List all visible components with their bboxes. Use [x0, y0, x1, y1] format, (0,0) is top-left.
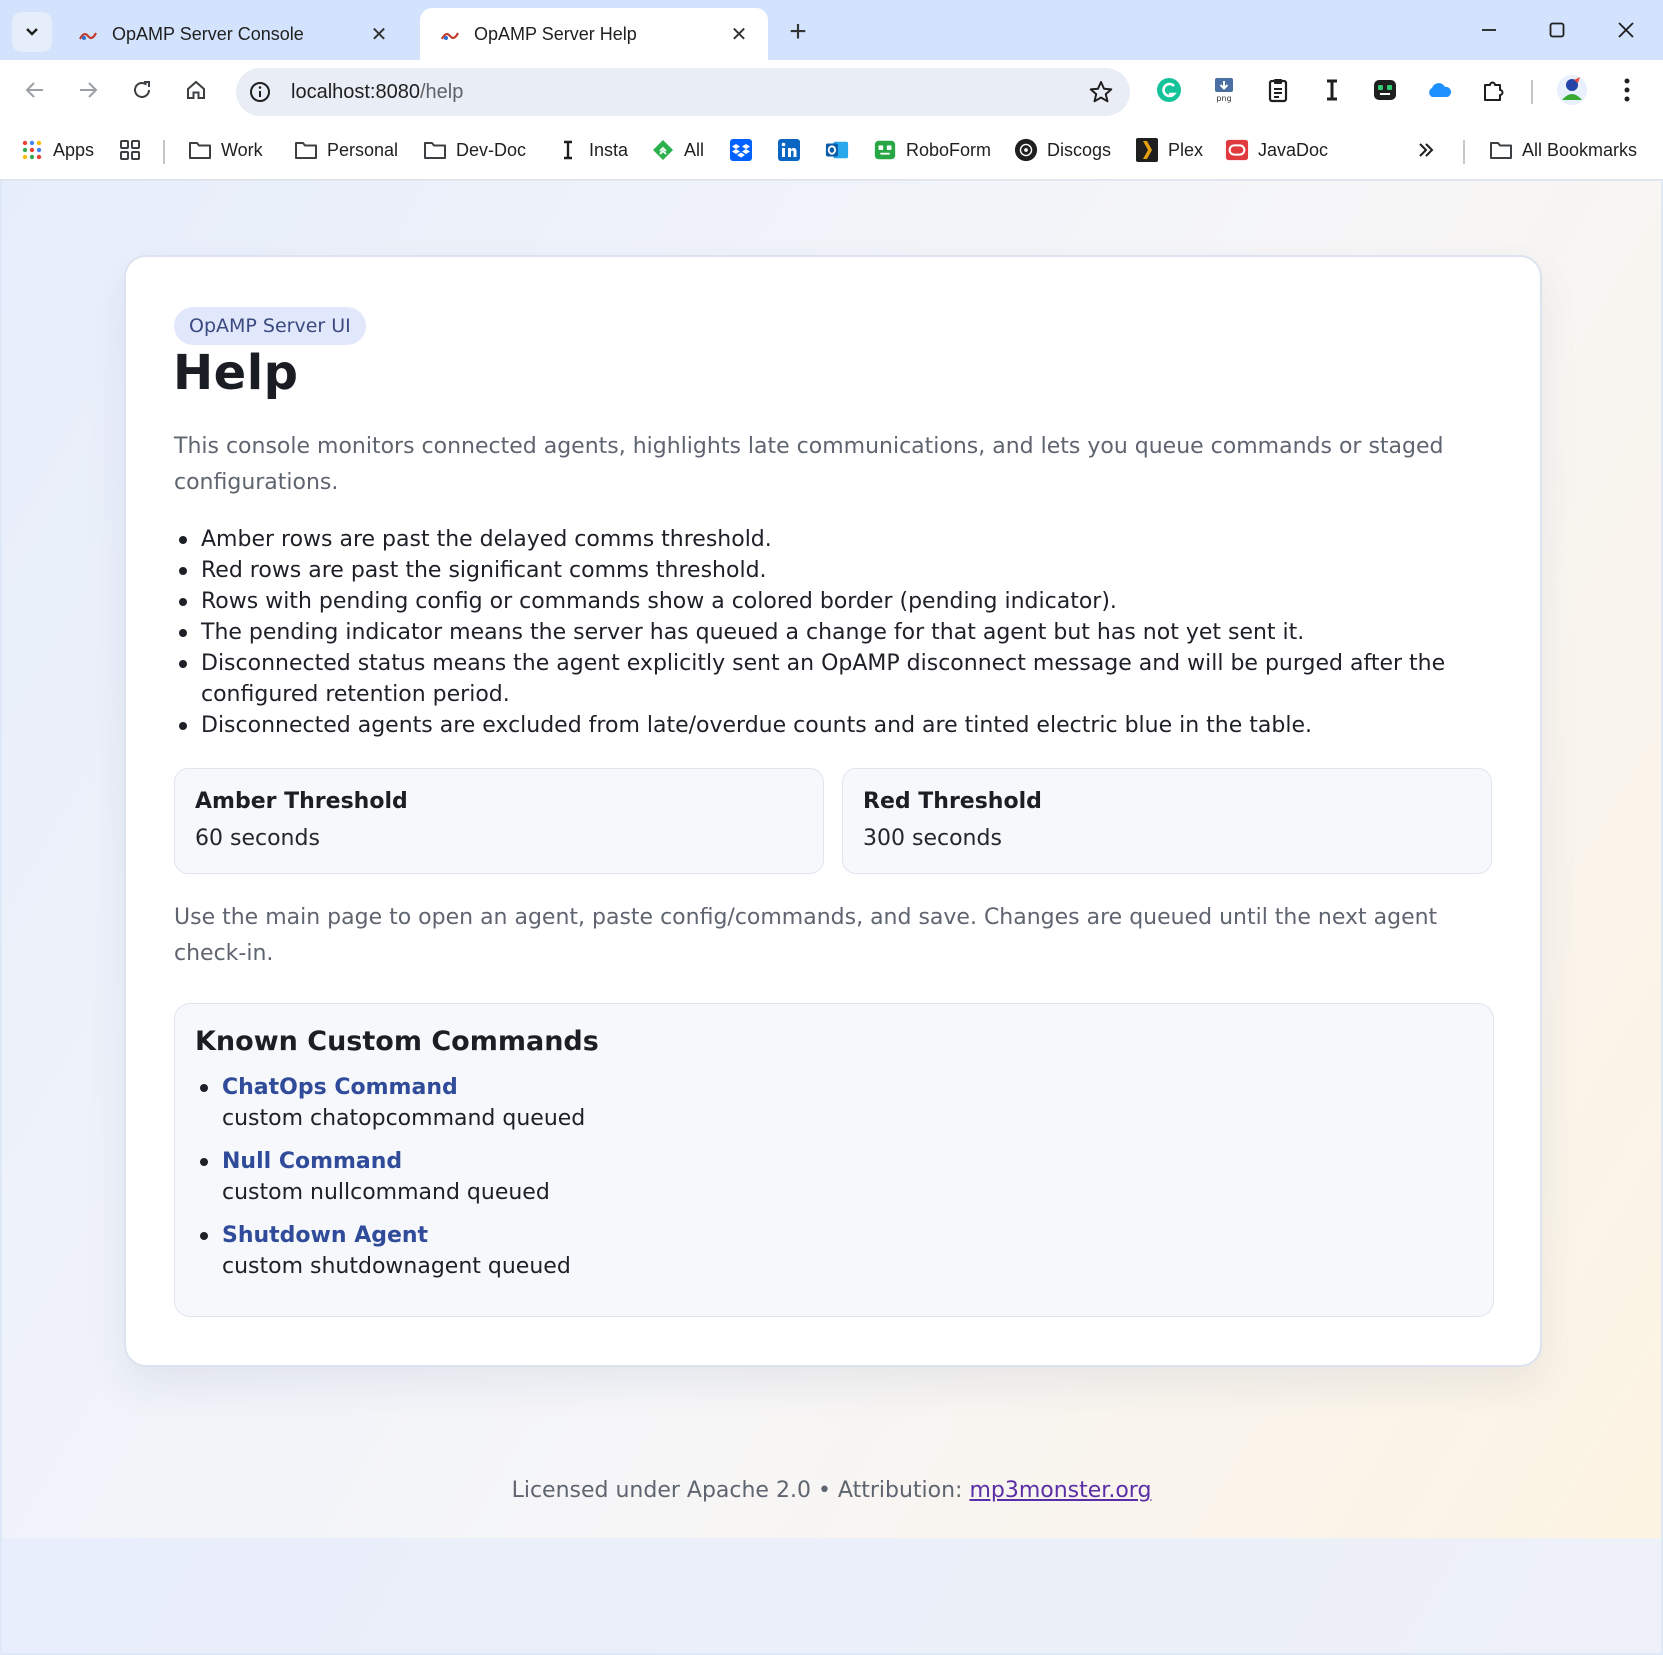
folder-icon	[1489, 138, 1513, 162]
minimize-icon	[1480, 21, 1498, 39]
tab-strip	[0, 0, 1663, 60]
bookmark-label: Apps	[53, 139, 95, 160]
red-threshold-card	[842, 768, 1492, 874]
command-name-null[interactable]: Null Command	[222, 1149, 403, 1174]
page-viewport	[2, 181, 1661, 1538]
chevron-down-icon	[24, 24, 40, 40]
page-bottom-area	[2, 1538, 1661, 1653]
new-tab-button[interactable]: +	[789, 15, 807, 48]
tab-console[interactable]	[58, 8, 408, 60]
footer-text: Licensed under Apache 2.0 • Attribution:	[511, 1478, 970, 1503]
page-footer	[2, 1478, 1661, 1503]
amber-threshold-card	[174, 768, 824, 874]
bookmark-folder-work[interactable]	[188, 134, 263, 166]
bookmark-label: Work	[221, 139, 263, 160]
folder-icon	[423, 138, 447, 162]
list-item: Disconnected status means the agent explicitly sent an OpAMP disconnect message and will be purged after the configured retention period.	[174, 648, 1504, 710]
roboform-icon	[873, 138, 897, 162]
bookmark-star-icon[interactable]	[1088, 79, 1114, 105]
list-item: Disconnected agents are excluded from late/overdue counts and are tinted electric blue in the table.	[174, 710, 1504, 741]
home-button[interactable]	[176, 70, 216, 110]
linkedin-icon	[777, 138, 801, 162]
browser-toolbar	[0, 60, 1663, 120]
threshold-value: 60 seconds	[195, 826, 320, 851]
tab-title: OpAMP Server Help	[474, 23, 637, 44]
command-description: custom chatopcommand queued	[222, 1106, 586, 1131]
more-vert-icon	[1623, 77, 1631, 103]
bookmark-label: Plex	[1168, 139, 1204, 160]
bookmark-plex[interactable]	[1135, 134, 1203, 166]
commands-heading: Known Custom Commands	[195, 1026, 599, 1057]
list-item: Red rows are past the significant comms threshold.	[174, 555, 1504, 586]
help-bullet-list	[174, 524, 1504, 741]
clipboard-extension-icon[interactable]	[1262, 74, 1294, 106]
bookmark-label: All	[684, 139, 705, 160]
outlook-icon	[825, 138, 849, 162]
bookmark-apps[interactable]	[20, 134, 94, 166]
bookmarks-divider	[1463, 140, 1465, 164]
command-name-chatops[interactable]: ChatOps Command	[222, 1075, 458, 1100]
threshold-label: Amber Threshold	[195, 789, 408, 814]
browser-menu-button[interactable]	[1611, 74, 1643, 106]
forward-button[interactable]	[68, 70, 108, 110]
minimize-button[interactable]	[1466, 10, 1512, 50]
opamp-favicon-icon	[78, 27, 98, 41]
bookmark-folder-dev-doc[interactable]	[423, 134, 526, 166]
command-name-shutdown[interactable]: Shutdown Agent	[222, 1223, 429, 1248]
threshold-label: Red Threshold	[863, 789, 1042, 814]
bookmark-label: All Bookmarks	[1522, 139, 1638, 160]
bookmark-outlook[interactable]	[825, 134, 858, 166]
reload-button[interactable]	[122, 70, 162, 110]
maximize-icon	[1548, 21, 1566, 39]
bookmark-label: Insta	[589, 139, 629, 160]
command-item	[195, 1220, 1395, 1294]
help-card	[124, 255, 1542, 1367]
opamp-favicon-icon	[440, 27, 460, 41]
close-tab-icon[interactable]: ✕	[370, 23, 388, 46]
bookmark-label: JavaDoc	[1258, 139, 1329, 160]
close-window-button[interactable]	[1603, 10, 1649, 50]
png-download-extension-icon[interactable]	[1208, 74, 1240, 106]
bookmark-tab-groups[interactable]	[118, 134, 151, 166]
bookmark-label: Personal	[327, 139, 399, 160]
bookmark-roboform[interactable]	[873, 134, 991, 166]
custom-commands-panel	[174, 1003, 1494, 1317]
home-icon	[185, 79, 207, 101]
bookmark-label: Discogs	[1047, 139, 1112, 160]
tab-search-button[interactable]	[12, 12, 52, 52]
command-item	[195, 1146, 1395, 1220]
folder-icon	[294, 138, 318, 162]
folder-icon	[188, 138, 212, 162]
bookmark-linkedin[interactable]	[777, 134, 810, 166]
bookmark-label: Dev-Doc	[456, 139, 527, 160]
bot-extension-icon[interactable]	[1369, 74, 1401, 106]
discogs-icon	[1014, 138, 1038, 162]
arrow-right-icon	[77, 79, 99, 101]
bookmarks-bar	[0, 120, 1663, 180]
arrow-left-icon	[24, 79, 46, 101]
close-tab-icon[interactable]: ✕	[730, 23, 748, 46]
apps-grid-icon	[20, 138, 44, 162]
reload-icon	[131, 79, 153, 101]
commands-list	[195, 1072, 1395, 1294]
extensions-puzzle-icon[interactable]	[1478, 74, 1510, 106]
bookmark-all[interactable]	[651, 134, 704, 166]
address-url[interactable]	[291, 81, 463, 104]
grammarly-extension-icon[interactable]	[1153, 74, 1185, 106]
instapaper-icon	[556, 138, 580, 162]
tab-help[interactable]	[420, 8, 768, 60]
command-description: custom shutdownagent queued	[222, 1254, 571, 1279]
app-badge: OpAMP Server UI	[174, 307, 366, 345]
list-item: Amber rows are past the delayed comms threshold.	[174, 524, 1504, 555]
bookmarks-divider	[163, 140, 165, 164]
command-description: custom nullcommand queued	[222, 1180, 550, 1205]
bookmark-insta[interactable]	[556, 134, 628, 166]
address-bar[interactable]	[236, 68, 1130, 116]
page-title: Help	[173, 345, 299, 401]
list-item: The pending indicator means the server has queued a change for that agent but has not yet sent it.	[174, 617, 1504, 648]
bookmark-discogs[interactable]	[1014, 134, 1111, 166]
plex-icon	[1135, 138, 1159, 162]
oracle-icon	[1225, 138, 1249, 162]
dropbox-icon	[729, 138, 753, 162]
usage-text: Use the main page to open an agent, paste config/commands, and save. Changes are queued until the next agent check-in.	[174, 905, 1438, 966]
bookmark-folder-personal[interactable]	[294, 134, 398, 166]
bookmarks-overflow-button[interactable]	[1416, 134, 1436, 166]
bookmark-label: RoboForm	[906, 139, 992, 160]
attribution-link[interactable]: mp3monster.org	[969, 1478, 1152, 1503]
svg-text:png: png	[1216, 94, 1232, 103]
url-host: localhost:8080	[291, 81, 420, 103]
back-button[interactable]	[15, 70, 55, 110]
threshold-value: 300 seconds	[863, 826, 1002, 851]
toolbar-divider	[1531, 80, 1533, 104]
instapaper-extension-icon[interactable]	[1316, 74, 1348, 106]
bookmark-javadoc[interactable]	[1225, 134, 1328, 166]
url-path: /help	[419, 81, 464, 103]
intro-text: This console monitors connected agents, highlights late communications, and lets you queue commands or staged configurations.	[174, 434, 1444, 495]
all-bookmarks-button[interactable]	[1489, 134, 1637, 166]
onedrive-extension-icon[interactable]	[1423, 74, 1455, 106]
bookmark-dropbox[interactable]	[729, 134, 762, 166]
profile-avatar[interactable]	[1556, 74, 1588, 106]
site-info-icon[interactable]	[248, 80, 272, 104]
tab-groups-icon	[118, 138, 142, 162]
list-item: Rows with pending config or commands show a colored border (pending indicator).	[174, 586, 1504, 617]
tab-title: OpAMP Server Console	[112, 23, 304, 44]
feedly-icon	[651, 138, 675, 162]
maximize-button[interactable]	[1534, 10, 1580, 50]
double-chevron-right-icon	[1416, 140, 1436, 160]
command-item	[195, 1072, 1395, 1146]
close-icon	[1617, 21, 1635, 39]
